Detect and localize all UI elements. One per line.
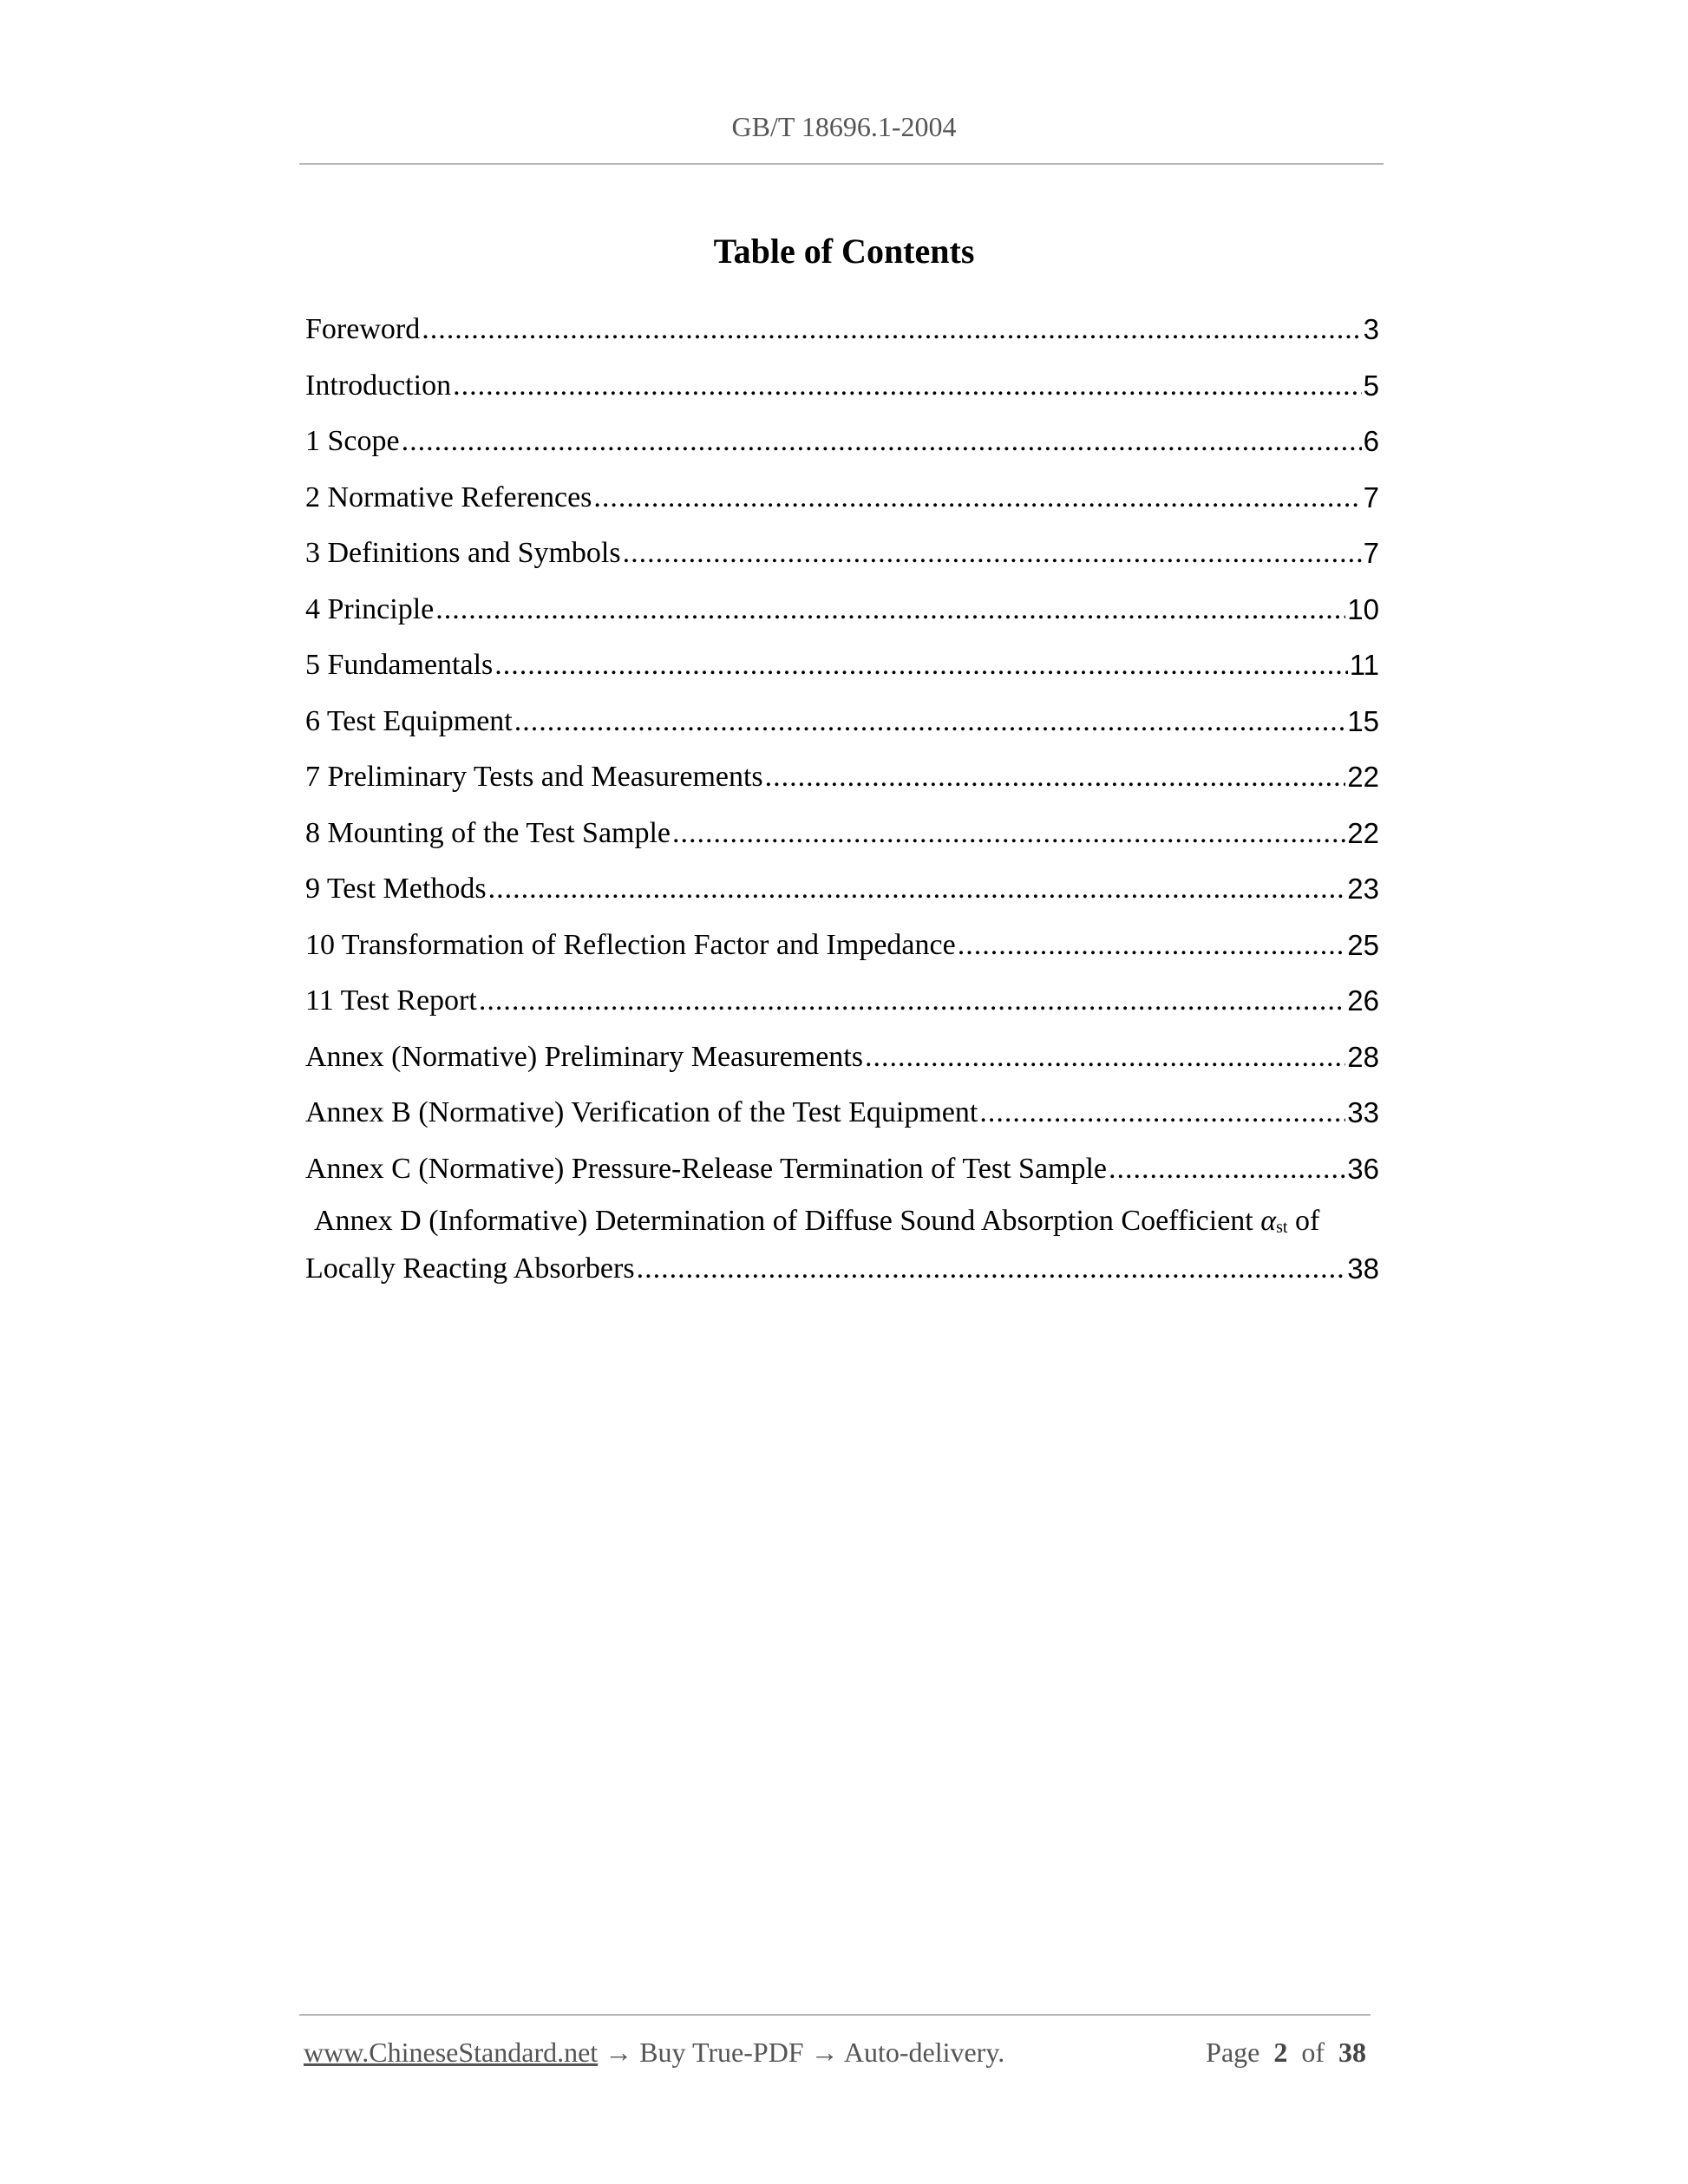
alpha-symbol [1260,1205,1287,1237]
toc-leader-dots [435,592,1345,627]
toc-leader-dots [958,928,1346,963]
toc-entry-foreword[interactable] [305,302,1379,358]
toc-title: Table of Contents [713,232,975,271]
toc-entry-test-equipment[interactable] [305,694,1379,750]
toc-entry-preliminary-tests[interactable] [305,749,1379,806]
page-total: 38 [1338,2037,1366,2068]
toc-leader-dots [765,760,1346,794]
toc-entry-label: 7 Preliminary Tests and Measurements [305,761,763,794]
toc-entry-page: 3 [1363,313,1379,346]
toc-entry-page: 6 [1363,425,1379,458]
toc-entry-page: 22 [1347,816,1379,849]
toc-leader-dots [514,704,1346,739]
toc-entry-label: 9 Test Methods [305,873,487,906]
toc-entry-definitions[interactable] [305,526,1379,582]
toc-leader-dots [637,1248,1346,1290]
toc-entry-label: 10 Transformation of Reflection Factor and Impedance [305,928,956,961]
website-link[interactable]: www.ChineseStandard.net [304,2037,599,2068]
toc-entry-page: 7 [1363,481,1379,513]
toc-leader-dots [672,816,1345,851]
toc-entry-page: 23 [1347,873,1379,906]
toc-entry-label-suffix: of [1294,1205,1320,1237]
page-current: 2 [1273,2037,1288,2068]
alpha-glyph: α [1260,1205,1277,1237]
toc-leader-dots [494,648,1347,683]
arrow-right-icon: → [810,2037,839,2068]
toc-entry-label-continued: Locally Reacting Absorbers [305,1252,635,1285]
toc-entry-label: 5 Fundamentals [305,649,494,682]
toc-entry-test-report[interactable] [305,973,1379,1030]
footer-buy-text: Buy True-PDF [639,2037,804,2068]
toc-entry-page: 26 [1347,984,1379,1017]
toc-entry-label: 1 Scope [305,425,400,458]
toc-entry-label: 3 Definitions and Symbols [305,537,621,570]
toc-leader-dots [979,1095,1345,1130]
arrow-right-icon: → [605,2037,633,2068]
page-label: Page [1206,2037,1260,2068]
table-of-contents [305,302,1379,1290]
toc-leader-dots [593,481,1361,515]
toc-entry-mounting[interactable] [305,806,1379,862]
toc-entry-label: 2 Normative References [305,481,592,513]
toc-leader-dots [488,872,1346,906]
document-header: GB/T 18696.1-2004 [731,111,957,142]
toc-entry-page: 25 [1347,928,1379,961]
toc-entry-page: 38 [1347,1252,1379,1285]
toc-entry-label: 11 Test Report [305,984,477,1017]
toc-leader-dots [865,1040,1345,1075]
toc-entry-page: 28 [1347,1040,1379,1073]
page-number [1206,2037,1366,2069]
footer-divider [299,2014,1371,2016]
footer-delivery-text: Auto-delivery. [843,2037,1005,2068]
toc-entry-page: 7 [1363,537,1379,570]
toc-entry-label: Introduction [305,369,452,402]
toc-entry-test-methods[interactable] [305,861,1379,918]
toc-entry-label: Annex (Normative) Preliminary Measurements [305,1040,863,1073]
toc-entry-annex-a[interactable] [305,1030,1379,1086]
toc-leader-dots [402,424,1362,459]
toc-entry-introduction[interactable] [305,358,1379,415]
toc-entry-annex-c[interactable] [305,1141,1379,1198]
toc-entry-label: 8 Mounting of the Test Sample [305,816,671,849]
toc-entry-normative-references[interactable] [305,470,1379,526]
toc-entry-transformation[interactable] [305,918,1379,974]
toc-entry-annex-b[interactable] [305,1085,1379,1141]
toc-entry-label: Annex C (Normative) Pressure-Release Termination of Test Sample [305,1152,1108,1185]
toc-entry-label: Annex B (Normative) Verification of the Test Equipment [305,1096,978,1129]
toc-entry-page: 11 [1349,649,1379,682]
toc-leader-dots [479,984,1345,1018]
toc-entry-label: 4 Principle [305,592,435,625]
toc-entry-annex-d[interactable] [305,1200,1379,1290]
toc-entry-page: 22 [1347,761,1379,794]
toc-entry-principle[interactable] [305,582,1379,638]
toc-leader-dots [1109,1152,1345,1187]
toc-leader-dots [422,312,1361,347]
toc-leader-dots [453,369,1362,403]
alpha-subscript: st [1276,1218,1288,1237]
toc-entry-page: 10 [1347,592,1379,625]
toc-entry-label: Foreword [305,313,421,346]
header-divider [299,163,1384,165]
toc-entry-fundamentals[interactable] [305,638,1379,694]
toc-entry-page: 5 [1363,369,1379,402]
toc-leader-dots [623,536,1362,571]
toc-entry-scope[interactable] [305,414,1379,470]
toc-entry-label: 6 Test Equipment [305,704,513,737]
toc-entry-line-1 [305,1200,1379,1248]
toc-entry-label: Annex D (Informative) Determination of Diffuse Sound Absorption Coefficient [314,1205,1253,1237]
toc-entry-page: 15 [1347,704,1379,737]
page-footer [304,2037,1366,2069]
toc-entry-page: 36 [1347,1152,1379,1185]
page-of: of [1301,2037,1325,2068]
toc-entry-line-2 [305,1248,1379,1290]
toc-entry-page: 33 [1347,1096,1379,1129]
